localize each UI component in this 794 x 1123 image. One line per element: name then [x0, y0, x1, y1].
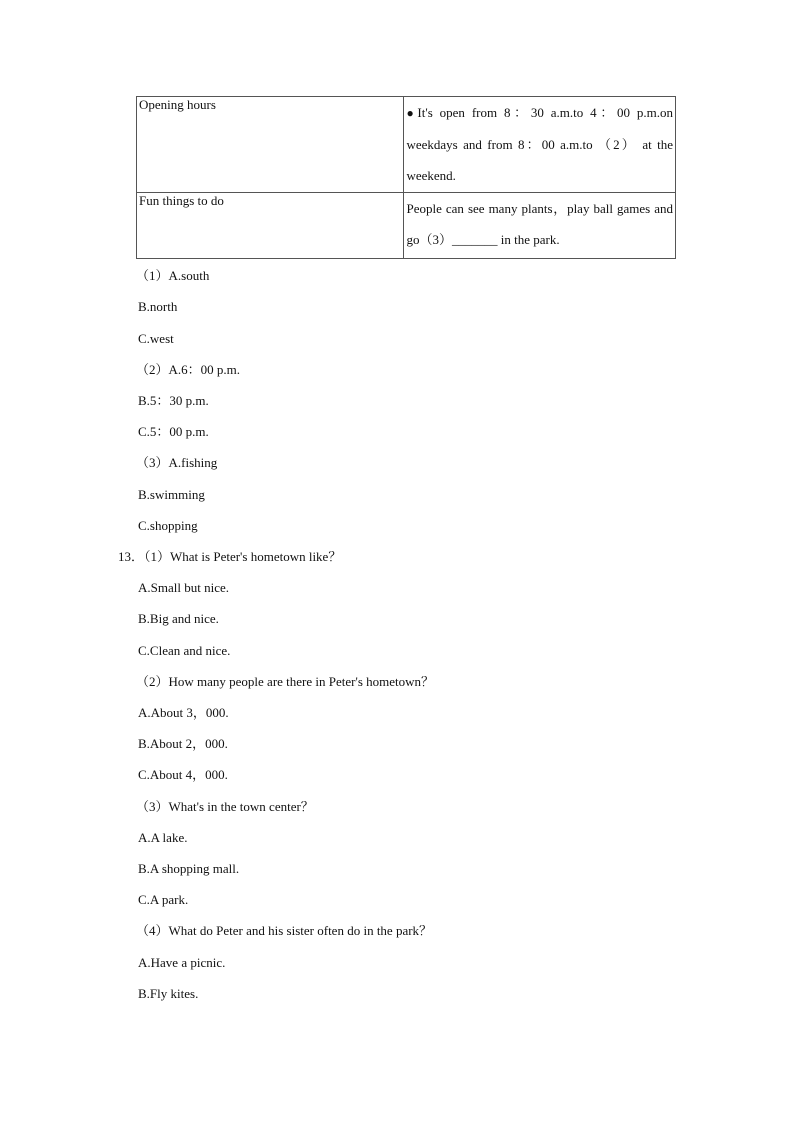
q12-3-number: （3） [136, 455, 169, 470]
bullet-icon: ● [406, 106, 418, 120]
q13-2-stem: （2）How many people are there in Peter's hometown？ [136, 674, 435, 689]
q13-1-option-c: C.Clean and nice. [138, 643, 231, 658]
fun-things-text: People can see many plants，play ball games and go（3）_______ in the park. [404, 193, 676, 259]
q13-3-option-c: C.A park. [138, 892, 189, 907]
q13-4-option-b: B.Fly kites. [138, 986, 199, 1001]
q13-3-option-a: A.A lake. [138, 830, 188, 845]
fun-things-label: Fun things to do [137, 193, 404, 259]
q12-2-a-text: A.6：00 p.m. [168, 362, 241, 377]
q12-2-option-c: C.5：00 p.m. [138, 424, 209, 439]
q12-1-option-b: B.north [138, 299, 178, 314]
q13-3-option-b: B.A shopping mall. [138, 861, 240, 876]
q13-1-stem-text: （1）What is Peter's hometown like？ [144, 549, 342, 564]
q12-2-number: （2） [136, 362, 169, 377]
q13-number: 13． [118, 549, 145, 564]
q13-4-option-a: A.Have a picnic. [138, 955, 226, 970]
q13-2-option-c: C.About 4，000. [138, 767, 228, 782]
q13-2-option-b: B.About 2，000. [138, 736, 228, 751]
q13-4-stem: （4）What do Peter and his sister often do in the park？ [136, 923, 433, 938]
table-row [137, 193, 676, 259]
q12-3-a-text: A.fishing [168, 455, 218, 470]
q12-1-a-text: A.south [168, 268, 210, 283]
opening-hours-detail: It's open from 8：30 a.m.to 4：00 p.m.on weekdays and from 8：00 a.m.to （2） at the weekend. [406, 105, 673, 183]
q13-1-stem [118, 549, 341, 565]
q13-1-option-a: A.Small but nice. [138, 580, 229, 595]
q12-1-option-c: C.west [138, 331, 174, 346]
q12-2-option-a [136, 362, 240, 378]
opening-hours-label: Opening hours [137, 97, 404, 193]
q12-3-option-a [136, 455, 217, 471]
q12-1-option-a [136, 268, 209, 284]
q12-3-option-c: C.shopping [138, 518, 198, 533]
q12-2-option-b: B.5：30 p.m. [138, 393, 209, 408]
q12-3-option-b: B.swimming [138, 487, 205, 502]
table-row [137, 97, 676, 193]
opening-hours-text [404, 97, 676, 193]
q13-2-option-a: A.About 3，000. [138, 705, 229, 720]
q13-1-option-b: B.Big and nice. [138, 611, 219, 626]
q12-1-number: （1） [136, 268, 169, 283]
q13-3-stem: （3）What's in the town center？ [136, 799, 314, 814]
park-info-table [136, 96, 676, 259]
